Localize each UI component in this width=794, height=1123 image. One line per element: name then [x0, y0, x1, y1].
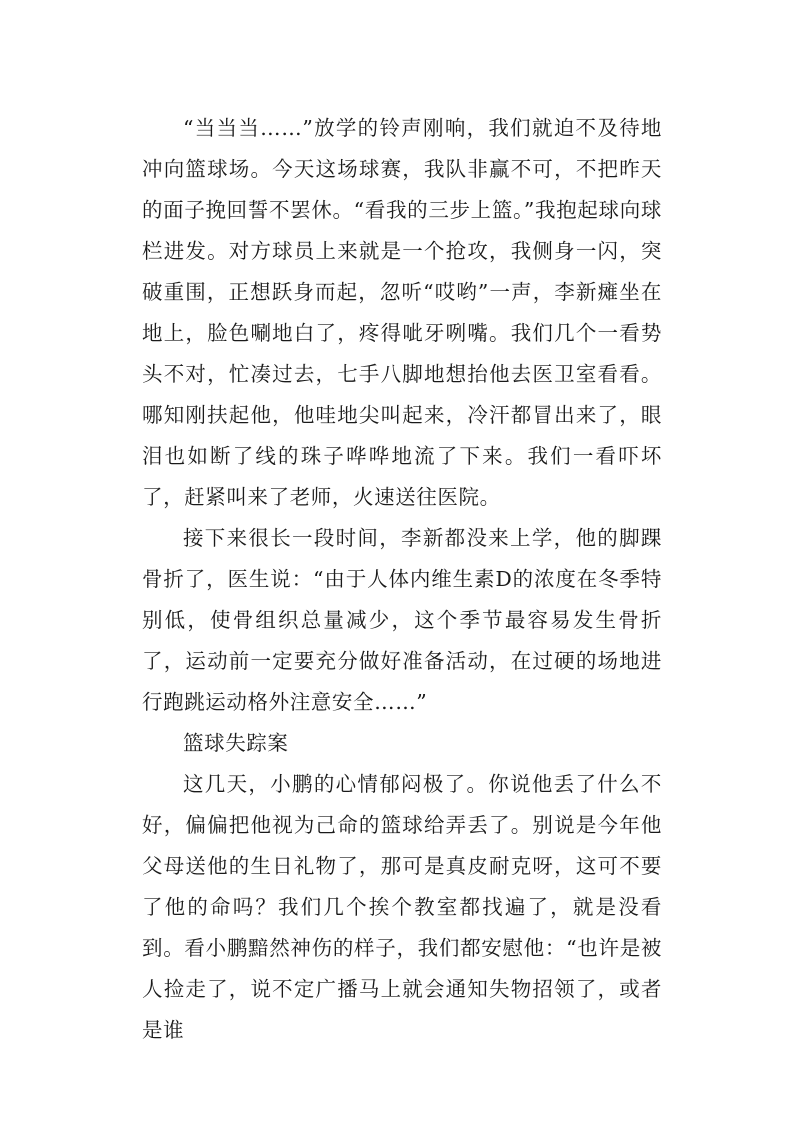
paragraph-basketball-game: “当当当……”放学的铃声刚响，我们就迫不及待地冲向篮球场。今天这场球赛，我队非赢不可，不把昨天的面子挽回誓不罢休。“看我的三步上篮。”我抱起球向球栏进发。对方球员上来就是一个抢攻，我侧身一闪，突破重围，正想跃身而起，忽听“哎哟”一声，李新瘫坐在地上，脸色唰地白了，疼得呲牙咧嘴。我们几个一看势头不对，忙凑过去，七手八脚地想抬他去医卫室看看。哪知刚扶起他，他哇地尖叫起来，冷汗都冒出来了，眼泪也如断了线的珠子哗哗地流了下来。我们一看吓坏了，赶紧叫来了老师，火速送往医院。 [142, 116, 662, 509]
paragraph-doctor-advice: 接下来很长一段时间，李新都没来上学，他的脚踝骨折了，医生说：“由于人体内维生素D的浓度在冬季特别低，使骨组织总量减少，这个季节最容易发生骨折了，运动前一定要充分做好准备活动，在过硬的场地进行跑跳运动格外注意安全……” [142, 526, 662, 714]
paragraph-missing-ball: 这几天，小鹏的心情郁闷极了。你说他丢了什么不好，偏偏把他视为己命的篮球给弄丢了。别说是今年他父母送他的生日礼物了，那可是真皮耐克呀，这可不要了他的命吗？我们几个挨个教室都找遍了，就是没看到。看小鹏黯然神伤的样子，我们都安慰他：“也许是被人捡走了，说不定广播马上就会通知失物招领了，或者是谁 [142, 772, 662, 1042]
document-body [142, 108, 662, 1051]
section-heading: 篮球失踪案 [183, 731, 289, 755]
